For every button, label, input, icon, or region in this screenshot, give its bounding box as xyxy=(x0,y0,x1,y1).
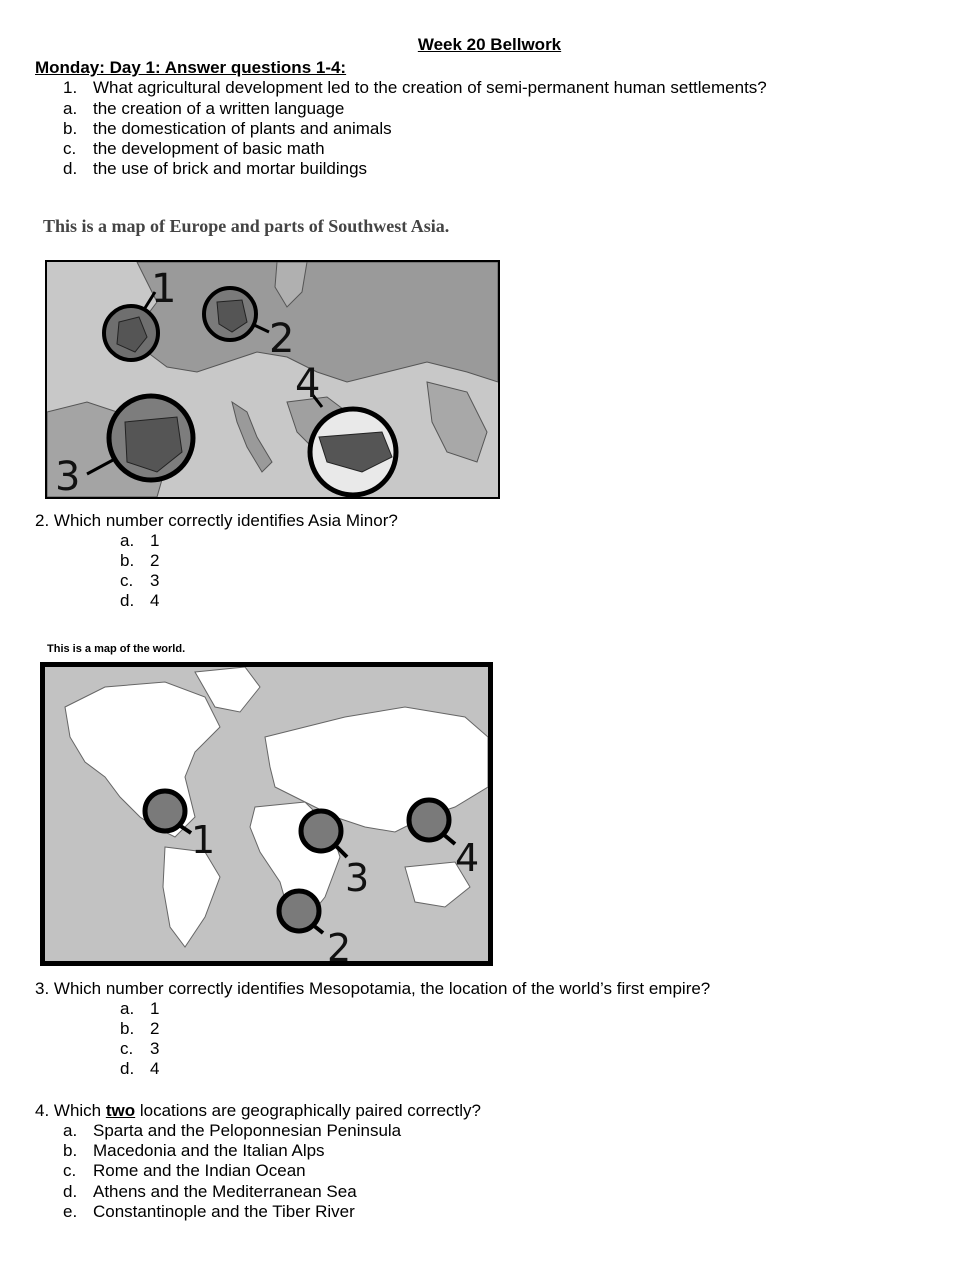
question-4-option: e. Constantinople and the Tiber River xyxy=(63,1202,355,1221)
day-heading: Monday: Day 1: Answer questions 1-4: xyxy=(35,58,347,77)
question-4-text: 4. Which two locations are geographically paired correctly? xyxy=(35,1101,481,1120)
question-3-option: b. 2 xyxy=(120,1019,160,1038)
question-3-text: 3. Which number correctly identifies Mesopotamia, the location of the world’s first empire? xyxy=(35,979,711,998)
map-1-label-3: 3 xyxy=(55,454,81,497)
world-map-graphic xyxy=(45,667,488,961)
map-2-caption: This is a map of the world. xyxy=(47,643,186,655)
map-1-label-2: 2 xyxy=(269,316,295,362)
question-4-option: c. Rome and the Indian Ocean xyxy=(63,1161,306,1180)
map-2-label-4: 4 xyxy=(455,836,480,880)
map-1-label-1: 1 xyxy=(151,266,177,312)
europe-map xyxy=(45,260,500,499)
map-1-caption: This is a map of Europe and parts of Southwest Asia. xyxy=(43,216,450,236)
question-3-option: c. 3 xyxy=(120,1039,160,1058)
map-2-label-2: 2 xyxy=(327,926,352,961)
page-title: Week 20 Bellwork xyxy=(417,35,562,54)
question-2-text: 2. Which number correctly identifies Asia Minor? xyxy=(35,511,398,530)
question-1-text: What agricultural development led to the creation of semi-permanent human settlements? xyxy=(93,78,767,97)
question-4-option: d. Athens and the Mediterranean Sea xyxy=(63,1182,357,1201)
question-1-option: d. the use of brick and mortar buildings xyxy=(63,159,368,178)
map-2-label-3: 3 xyxy=(345,856,370,900)
question-4-emphasis: two xyxy=(105,1101,136,1120)
map-2-marker-2 xyxy=(279,891,351,961)
map-1-label-4: 4 xyxy=(295,361,321,407)
question-2-option: c. 3 xyxy=(120,571,160,590)
question-1-option: c. the development of basic math xyxy=(63,139,325,158)
question-3-option: d. 4 xyxy=(120,1059,160,1078)
question-1-number: 1. xyxy=(63,78,78,97)
map-2-label-1: 1 xyxy=(191,818,216,862)
question-2-option: a. 1 xyxy=(120,531,160,550)
question-4-option: a. Sparta and the Peloponnesian Peninsula xyxy=(63,1121,402,1140)
question-1-option: b. the domestication of plants and animals xyxy=(63,119,392,138)
question-1-option: a. the creation of a written language xyxy=(63,99,345,118)
question-3-option: a. 1 xyxy=(120,999,160,1018)
question-2-option: d. 4 xyxy=(120,591,160,610)
question-4-option: b. Macedonia and the Italian Alps xyxy=(63,1141,325,1160)
world-map xyxy=(40,662,493,966)
question-2-option: b. 2 xyxy=(120,551,160,570)
europe-map-graphic xyxy=(47,262,498,497)
question-1 xyxy=(63,78,767,98)
